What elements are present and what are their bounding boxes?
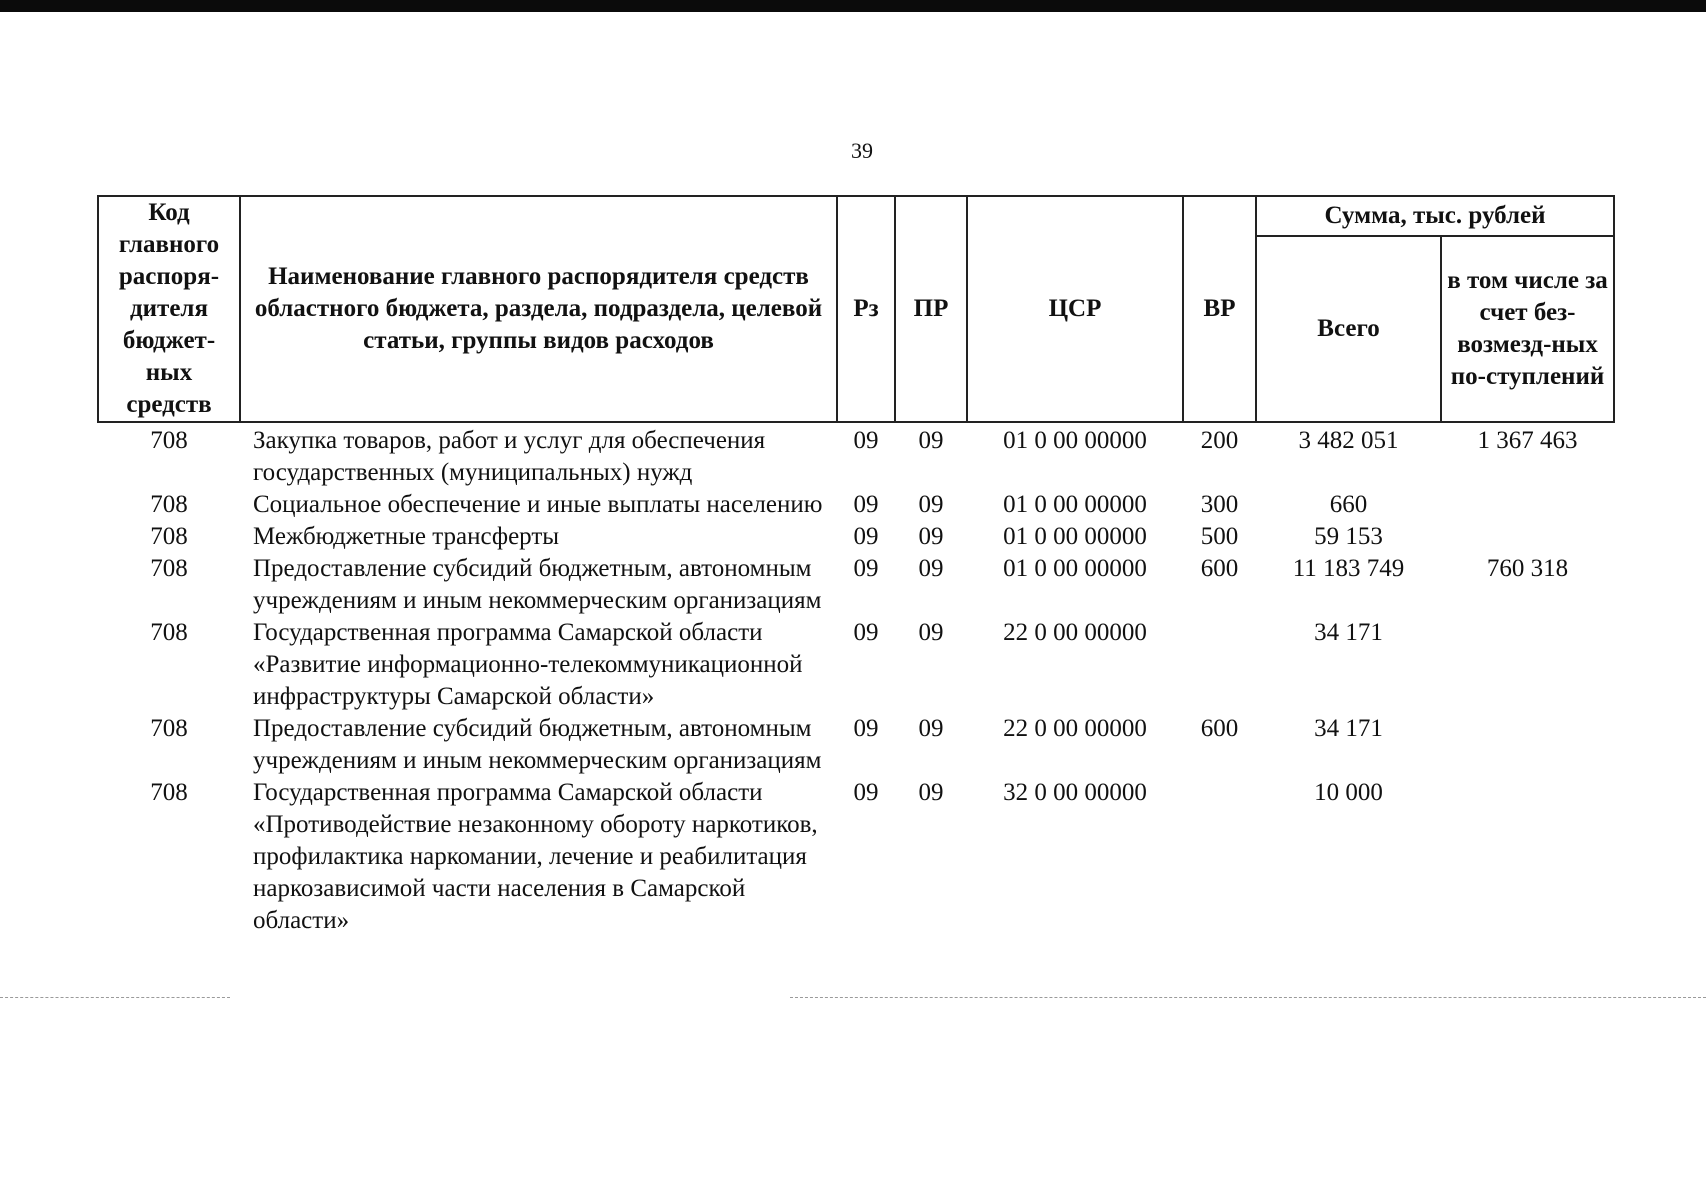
table-row [98,777,1614,937]
table-row [98,422,1614,489]
table-header [98,196,1614,422]
cell-code: 708 [150,715,188,742]
scan-artifact-line [790,997,1706,998]
cell-code: 708 [150,523,188,550]
cell-vr: 300 [1200,491,1239,518]
header-total: Всего [1256,236,1441,422]
cell-csr: 32 0 00 00000 [1003,779,1147,806]
cell-total: 34 171 [1314,619,1383,646]
header-csr: ЦСР [967,196,1183,422]
cell-rz: 09 [853,427,879,454]
header-sum-group: Сумма, тыс. рублей [1256,196,1614,236]
cell-pr: 09 [918,523,944,550]
cell-rz: 09 [853,715,879,742]
cell-rz: 09 [853,779,879,806]
header-rz: Рз [837,196,895,422]
cell-name: Предоставление субсидий бюджетным, автономным учреждениям и иным некоммерческим организациям [253,715,822,774]
header-code: Код главного распоря-дителя бюджет-ных средств [98,196,240,422]
header-gratuitous: в том числе за счет без-возмезд-ных по-ступлений [1441,236,1614,422]
cell-total: 59 153 [1314,523,1383,550]
cell-gratuitous: 760 318 [1486,555,1569,582]
cell-csr: 22 0 00 00000 [1003,619,1147,646]
header-vr: ВР [1183,196,1256,422]
cell-name: Социальное обеспечение и иные выплаты населению [253,491,823,518]
cell-vr [1183,617,1256,713]
cell-csr: 22 0 00 00000 [1003,715,1147,742]
table-row [98,521,1614,553]
cell-total: 11 183 749 [1292,555,1405,582]
budget-table [97,195,1615,937]
cell-total: 3 482 051 [1298,427,1399,454]
cell-name: Предоставление субсидий бюджетным, автономным учреждениям и иным некоммерческим организациям [253,555,822,614]
cell-total: 660 [1329,491,1368,518]
cell-csr: 01 0 00 00000 [1003,523,1147,550]
cell-name: Межбюджетные трансферты [253,523,560,550]
cell-gratuitous [1441,617,1614,713]
cell-pr: 09 [918,715,944,742]
cell-code: 708 [150,555,188,582]
cell-vr [1183,777,1256,937]
cell-total: 34 171 [1314,715,1383,742]
cell-gratuitous [1441,713,1614,777]
cell-rz: 09 [853,555,879,582]
cell-rz: 09 [853,491,879,518]
header-name: Наименование главного распорядителя средств областного бюджета, раздела, подраздела, целевой статьи, группы видов расходов [240,196,837,422]
table-row [98,713,1614,777]
cell-gratuitous: 1 367 463 [1477,427,1578,454]
cell-name: Государственная программа Самарской области «Противодействие незаконному обороту наркотиков, профилактика наркомании, лечение и реабилитация наркозависимой части населения в Самарской области» [253,779,818,934]
cell-code: 708 [150,491,188,518]
cell-pr: 09 [918,619,944,646]
table-row [98,617,1614,713]
cell-rz: 09 [853,619,879,646]
cell-pr: 09 [918,555,944,582]
cell-code: 708 [150,427,188,454]
cell-name: Государственная программа Самарской области «Развитие информационно-телекоммуникационной инфраструктуры Самарской области» [253,619,803,710]
cell-vr: 600 [1200,715,1239,742]
page-number: 39 [851,138,873,163]
header-pr: ПР [895,196,967,422]
scan-top-border [0,0,1706,12]
table-body [98,422,1614,937]
cell-pr: 09 [918,427,944,454]
cell-csr: 01 0 00 00000 [1003,491,1147,518]
cell-code: 708 [150,779,188,806]
cell-gratuitous [1441,489,1614,521]
cell-name: Закупка товаров, работ и услуг для обеспечения государственных (муниципальных) нужд [253,427,766,486]
table-row [98,489,1614,521]
cell-csr: 01 0 00 00000 [1003,427,1147,454]
cell-rz: 09 [853,523,879,550]
cell-pr: 09 [918,491,944,518]
cell-total: 10 000 [1314,779,1383,806]
cell-code: 708 [150,619,188,646]
table-row [98,553,1614,617]
cell-vr: 500 [1200,523,1239,550]
cell-vr: 600 [1200,555,1239,582]
cell-vr: 200 [1200,427,1239,454]
scan-artifact-line [0,997,230,998]
cell-gratuitous [1441,521,1614,553]
cell-pr: 09 [918,779,944,806]
cell-gratuitous [1441,777,1614,937]
cell-csr: 01 0 00 00000 [1003,555,1147,582]
